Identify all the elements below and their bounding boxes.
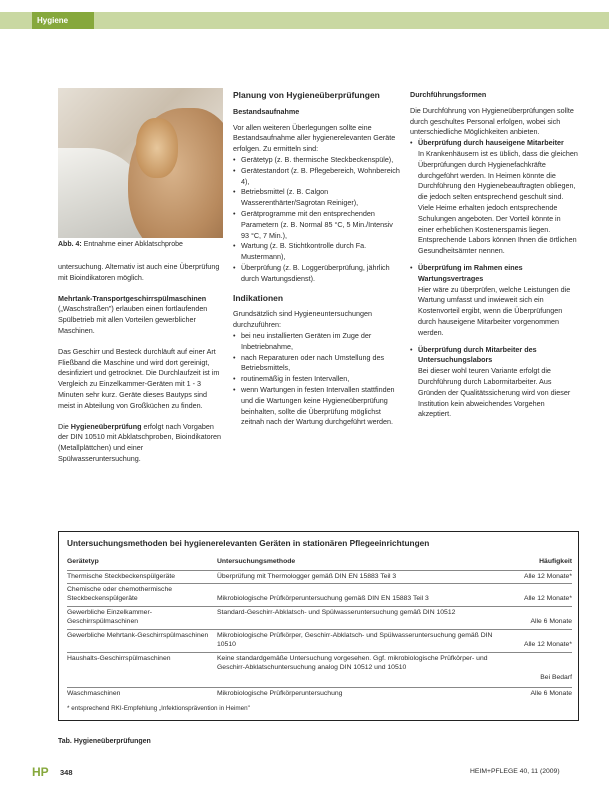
col1-p2-text: („Waschstraßen") erlauben einen fortlaufenden Spülbetrieb mit allen Vorteilen gewerblicher Maschinen.	[58, 304, 208, 335]
table-cell: Keine standardgemäße Untersuchung vorgesehen. Ggf. mikrobiologische Prüfkörper- und Geschirr-Abklatschuntersuchung analog DIN 10512 und 10510	[217, 655, 488, 671]
col3-b3-title: Überprüfung durch Mitarbeiter des Untersuchungslabors	[418, 344, 537, 365]
col1-paragraph-4	[58, 422, 223, 465]
table-cell: Alle 12 Monate*	[524, 573, 572, 580]
list-item: • Wartung (z. B. Stichtkontrolle durch Fa. Mustermann),	[233, 241, 400, 263]
table-cell: Alle 6 Monate	[530, 618, 572, 625]
table-cell: Alle 6 Monate	[530, 690, 572, 697]
list-item: • nach Reparaturen oder nach Umstellung des Betriebsmittels,	[233, 353, 400, 375]
journal-citation: HEIM+PFLEGE 40, 11 (2009)	[470, 768, 560, 775]
table-cell: Chemische oder chemothermische Steckbeckenspülgeräte	[67, 586, 173, 602]
list-item: • bei neu installierten Geräten im Zuge der Inbetriebnahme,	[233, 331, 400, 353]
col2-bullet-list-1	[233, 155, 400, 285]
caption-label: Abb. 4:	[58, 241, 82, 248]
table-header-frequency: Häufigkeit	[539, 558, 572, 565]
table-cell: Bei Bedarf	[540, 674, 572, 681]
col1-paragraph-1: untersuchung. Alternativ ist auch eine Überprüfung mit Bioindikatoren möglich.	[58, 262, 220, 282]
table-header-method: Untersuchungsmethode	[217, 558, 296, 565]
col3-b2-title: Überprüfung im Rahmen eines Wartungsvertrages	[418, 262, 523, 283]
list-item: • routinemäßig in festen Intervallen,	[233, 374, 400, 385]
list-item: • Gerätprogramme mit den entsprechenden Parametern (z. B. Normal 85 °C, 5 Min./Intensiv 93 °C, 7 Min.),	[233, 209, 400, 241]
list-item	[410, 345, 578, 421]
col1-paragraph-2	[58, 294, 223, 337]
table-cell: Überprüfung mit Thermologger gemäß DIN EN 15883 Teil 3	[217, 573, 397, 580]
table-title: Untersuchungsmethoden bei hygienerelevanten Geräten in stationären Pflegeeinrichtungen	[67, 538, 430, 548]
col1-p4-pre: Die	[58, 421, 69, 431]
table-row	[67, 629, 572, 651]
column-2	[233, 90, 400, 428]
table-cell: Mikrobiologische Prüfkörperuntersuchung gemäß DIN EN 15883 Teil 3	[217, 595, 429, 602]
table-row	[67, 570, 572, 583]
col3-b3-text: Bei dieser wohl teuren Variante erfolgt die Durchführung durch Labormitarbeiter. Aus Gründen der Qualitätssicherung wird von dieser Institution kein abweichendes Vorgehen akzeptiert.	[418, 366, 571, 419]
journal-logo: HP	[32, 765, 49, 779]
methods-table	[58, 531, 579, 721]
caption-text: Entnahme einer Abklatschprobe	[83, 241, 183, 248]
column-3	[410, 90, 578, 420]
col2-bullet-list-2	[233, 331, 400, 428]
table-cell: Alle 12 Monate*	[524, 595, 572, 602]
col2-heading: Planung von Hygieneüberprüfungen	[233, 90, 380, 100]
table-cell: Mikrobiologische Prüfkörperuntersuchung	[217, 690, 343, 697]
table-footnote: * entsprechend RKI-Empfehlung „Infektionsprävention in Heimen"	[67, 705, 250, 712]
table-cell: Haushalts-Geschirrspülmaschinen	[67, 655, 171, 662]
list-item: • Überprüfung (z. B. Loggerüberprüfung, jährlich durch Wartungsdienst).	[233, 263, 400, 285]
table-cell: Gewerbliche Mehrtank-Geschirrspülmaschinen	[67, 632, 209, 639]
table-cell: Thermische Steckbeckenspülgeräte	[67, 573, 176, 580]
table-row	[67, 687, 572, 701]
section-tab: Hygiene	[32, 12, 94, 29]
table-header-device: Gerätetyp	[67, 558, 99, 565]
table-cell: Alle 12 Monate*	[524, 641, 572, 648]
col1-p4-bold: Hygieneüberprüfung	[70, 421, 142, 431]
col2-subheading: Bestandsaufnahme	[233, 106, 300, 116]
list-item	[410, 263, 578, 339]
col3-b2-text: Hier wäre zu überprüfen, welche Leistungen die Wartung umfasst und inwieweit sich ein Kostenvorteil ergibt, wenn die Überprüfungen durch hauseigene Mitarbeiter vorgenommen werden.	[418, 284, 571, 337]
col3-paragraph-1: Die Durchführung von Hygieneüberprüfungen sollte durch geschultes Personal erfolgen, wobei sich unterschiedliche Möglichkeiten anbieten.	[410, 105, 574, 137]
list-item: • Gerätetyp (z. B. thermische Steckbeckenspüle),	[233, 155, 400, 166]
table-cell: Waschmaschinen	[67, 690, 121, 697]
col3-heading: Durchführungsformen	[410, 90, 487, 99]
col3-b1-text: In Krankenhäusern ist es üblich, dass die gleichen Überprüfungen durch Hygienefachkräfte durchgeführt werden. In Heimen könnte die Durchführung den Hygienebeauftragten obliegen, die jedoch selten entsprechend geschult sind. Viele Heime erhalten jedoch entsprechende Schulungen angeboten. Der Vorteil könnte in einer erheblichen Kostenersparnis liegen. Entsprechende Labors können Ihnen die örtlichen Gesundheitsämter nennen.	[418, 148, 578, 256]
col3-b1-title: Überprüfung durch hauseigene Mitarbeiter	[418, 138, 564, 148]
col1-paragraph-3: Das Geschirr und Besteck durchläuft auf einer Art Fließband die Maschine und wird dort gereinigt, desinfiziert und getrocknet. Die Durchlaufzeit ist im Vergleich zu Einzelkammer-Geräten mit 1 - 3 Minuten sehr kurz. Geräte dieses Bautyps sind meist in Abteilung von Großküchen zu finden.	[58, 346, 220, 410]
col2-heading-2: Indikationen	[233, 292, 284, 303]
column-1	[58, 262, 223, 475]
list-item: • wenn Wartungen in festen Intervallen stattfinden und die Wartungen keine Hygieneüberprüfung beinhalten, sollte die Überprüfung möglichst zeitnah nach der Wartung durchgeführt werden.	[233, 385, 400, 428]
section-header-bar	[0, 12, 609, 29]
table-row	[67, 606, 572, 628]
figure-photo	[58, 88, 223, 238]
table-cell: Standard-Geschirr-Abklatsch- und Spülwasseruntersuchung gemäß DIN 10512	[217, 609, 456, 616]
list-item: • Betriebsmittel (z. B. Calgon Wasserenthärter/Sagrotan Reiniger),	[233, 187, 400, 209]
table-row	[67, 583, 572, 605]
page-number: 348	[60, 768, 73, 777]
table-cell: Gewerbliche Einzelkammer-Geschirrspülmaschinen	[67, 609, 152, 625]
table-caption: Tab. Hygieneüberprüfungen	[58, 738, 151, 745]
table-row	[67, 652, 572, 686]
col2-paragraph-2: Grundsätzlich sind Hygieneuntersuchungen durchzuführen:	[233, 309, 373, 330]
figure-caption	[58, 241, 183, 248]
col2-paragraph-1: Vor allen weiteren Überlegungen sollte eine Bestandsaufnahme aller hygienerelevanten Geräte erfolgen. Zu ermitteln sind:	[233, 122, 396, 154]
list-item	[410, 138, 578, 257]
col1-p4-text: erfolgt nach Vorgaben der DIN 10510 mit Abklatschproben, Bioindikatoren (Metallplättchen) und einer Spülwasseruntersuchung.	[58, 421, 222, 463]
col1-p2-bold: Mehrtank-Transportgeschirrspülmaschinen	[58, 293, 207, 303]
table-cell: Mikrobiologische Prüfkörper, Geschirr-Abklatsch- und Spülwasseruntersuchung gemäß DIN 10510	[217, 632, 493, 648]
list-item: • Gerätestandort (z. B. Pflegebereich, Wohnbereich 4),	[233, 166, 400, 188]
photo-contact-plate	[136, 118, 178, 178]
col3-bullet-list	[410, 138, 578, 420]
